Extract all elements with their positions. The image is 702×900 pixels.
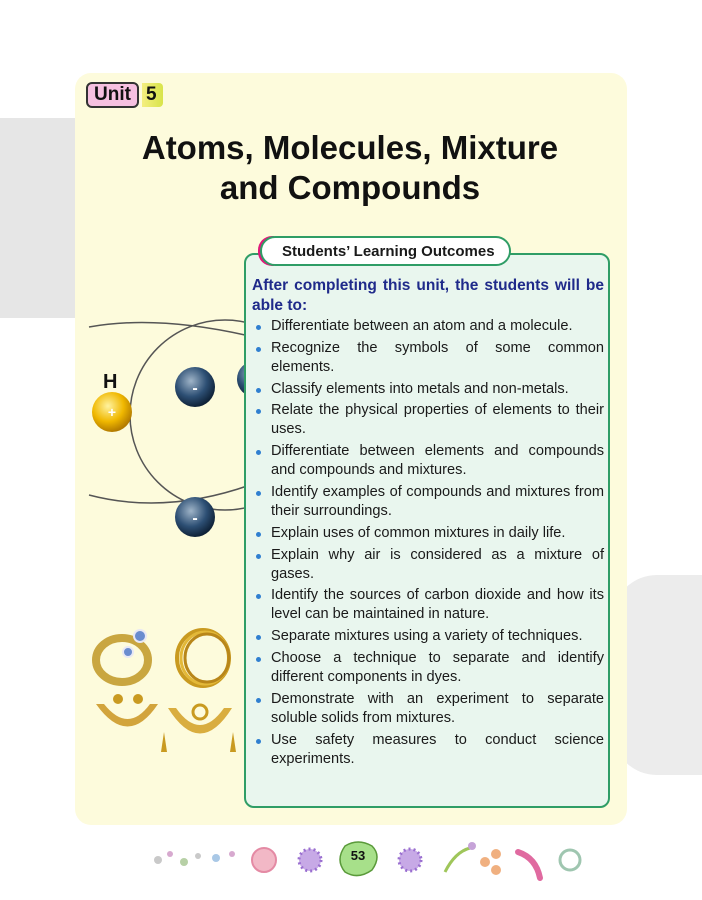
jewelry-illustration: [88, 624, 238, 774]
bullet-icon: [256, 657, 261, 662]
microbe-icon: [154, 851, 235, 866]
outcome-text: Differentiate between an atom and a molecule.: [271, 318, 573, 334]
outcome-text: Explain why air is considered as a mixture of gases.: [271, 546, 604, 582]
gem-icon: [134, 630, 146, 642]
ring-icon: [96, 638, 148, 682]
unit-number: 5: [142, 83, 163, 107]
outcome-text: Recognize the symbols of some common elements.: [271, 339, 604, 375]
necklace-icon: [168, 708, 232, 734]
bullet-icon: [256, 325, 261, 330]
orbit-line: [89, 485, 250, 503]
learning-outcomes-heading: Students’ Learning Outcomes: [260, 236, 511, 266]
bangles-icon: [177, 630, 229, 686]
outcome-text: Separate mixtures using a variety of techniques.: [271, 628, 583, 645]
outcome-item: [252, 442, 604, 480]
virus-icon: [560, 850, 580, 870]
bullet-icon: [256, 635, 261, 640]
outcome-item: [252, 339, 604, 377]
orbit-line: [89, 323, 245, 336]
outcome-text: Differentiate between elements and compounds and compounds and mixtures.: [271, 443, 604, 479]
bullet-icon: [256, 594, 261, 599]
outcome-text: Explain uses of common mixtures in daily life.: [271, 524, 566, 541]
gem-icon: [123, 647, 133, 657]
outcome-item: [252, 380, 604, 399]
virus-icon: [299, 849, 321, 871]
virus-icon: [252, 848, 276, 872]
bacteria-icon: [480, 849, 501, 875]
earring-icon: [161, 732, 167, 752]
outcome-item: [252, 546, 604, 584]
earring-icon: [230, 732, 236, 752]
outcome-item: [252, 586, 604, 624]
outcomes-list: [252, 317, 604, 771]
earring-icon: [133, 694, 143, 704]
outcome-text: Demonstrate with an experiment to separate soluble solids from mixtures.: [271, 690, 604, 726]
ring-icon: [193, 705, 207, 719]
bullet-icon: [256, 409, 261, 414]
hydrogen-symbol: H: [103, 371, 118, 393]
bacteria-icon: [518, 852, 540, 878]
outcome-item: [252, 524, 604, 543]
earring-icon: [113, 694, 123, 704]
outcome-item: [252, 649, 604, 687]
outcome-text: Choose a technique to separate and identify different components in dyes.: [271, 649, 604, 685]
unit-badge: [86, 82, 163, 108]
title-line-1: Atoms, Molecules, Mixture: [141, 129, 559, 166]
outcome-item: [252, 627, 604, 646]
outcome-item: [252, 483, 604, 521]
bullet-icon: [256, 554, 261, 559]
bullet-icon: [256, 698, 261, 703]
bullet-icon: [256, 739, 261, 744]
title-line-2: and Compounds: [219, 169, 481, 206]
necklace-icon: [96, 704, 158, 727]
outcomes-intro: After completing this unit, the students will be able to:: [252, 277, 604, 314]
outcome-text: Classify elements into metals and non-metals.: [271, 380, 569, 397]
unit-label: Unit: [86, 82, 139, 108]
bullet-icon: [256, 347, 261, 352]
electron-sign: -: [192, 510, 198, 527]
bullet-icon: [256, 532, 261, 537]
outcome-text: Identify the sources of carbon dioxide and how its level can be maintained in nature.: [271, 587, 604, 623]
outcome-item: [252, 731, 604, 769]
bullet-icon: [256, 491, 261, 496]
page-number: 53: [350, 848, 366, 863]
bullet-icon: [256, 450, 261, 455]
bacteria-icon: [445, 842, 476, 872]
nucleus-sign: +: [107, 404, 117, 420]
outcome-text: Identify examples of compounds and mixtures from their surroundings.: [271, 483, 604, 519]
outcome-item: [252, 690, 604, 728]
outcome-item: [252, 401, 604, 439]
outcome-item: [252, 317, 604, 336]
outcome-text: Relate the physical properties of elements to their uses.: [271, 402, 604, 438]
electron-sign: -: [192, 380, 198, 397]
virus-icon: [399, 849, 421, 871]
bullet-icon: [256, 388, 261, 393]
outcome-text: Use safety measures to conduct science experiments.: [271, 731, 604, 767]
